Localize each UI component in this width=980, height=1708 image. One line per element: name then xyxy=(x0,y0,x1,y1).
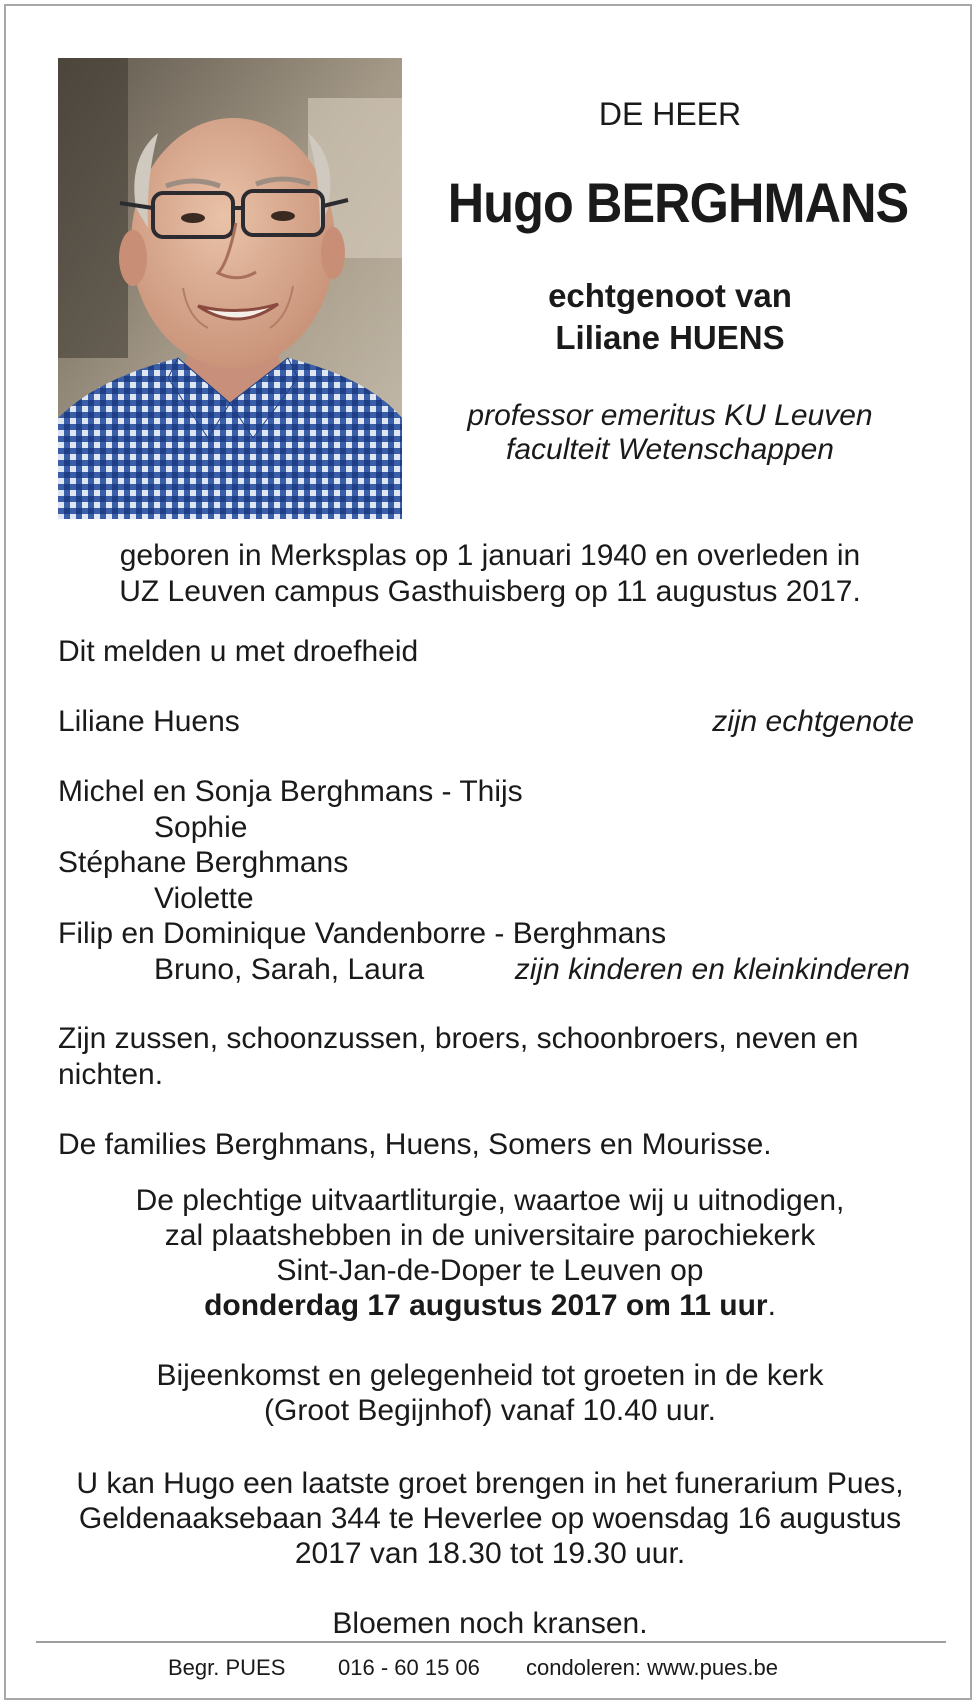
service-date-bold: donderdag 17 augustus 2017 om 11 uur xyxy=(204,1289,768,1322)
service-line-2: zal plaatshebben in de universitaire parochiekerk xyxy=(164,1219,816,1252)
service-date xyxy=(40,1288,940,1324)
birth-death-line-2: UZ Leuven campus Gasthuisberg op 11 augustus 2017. xyxy=(119,575,861,608)
siblings-line-1: Zijn zussen, schoonzussen, broers, schoonbroers, neven en xyxy=(58,1022,859,1055)
service-date-period: . xyxy=(767,1289,776,1322)
announcement: Dit melden u met droefheid xyxy=(58,635,419,668)
spouse-name-heading: Liliane HUENS xyxy=(555,319,785,356)
family-child-line: Stéphane Berghmans xyxy=(58,846,349,879)
service-line-1: De plechtige uitvaartliturgie, waartoe wij u uitnodigen, xyxy=(135,1184,845,1217)
profession-line-2: faculteit Wetenschappen xyxy=(506,433,834,466)
family-grandchild-line: Bruno, Sarah, Laura xyxy=(154,953,425,986)
family-child-line: Michel en Sonja Berghmans - Thijs xyxy=(58,775,523,808)
portrait-photo xyxy=(58,58,402,519)
family-grandchild-line: Sophie xyxy=(154,811,248,844)
footer-divider xyxy=(36,1641,946,1643)
condolences-link[interactable]: condoleren: www.pues.be xyxy=(526,1655,778,1680)
undertaker-phone: 016 - 60 15 06 xyxy=(338,1655,480,1680)
visit-line-3: 2017 van 18.30 tot 19.30 uur. xyxy=(294,1537,686,1570)
spouse-label: echtgenoot van xyxy=(548,277,792,314)
flowers-note: Bloemen noch kransen. xyxy=(332,1607,648,1640)
title-prefix: DE HEER xyxy=(598,96,742,132)
families-line: De families Berghmans, Huens, Somers en Mourisse. xyxy=(58,1128,772,1161)
siblings-line-2: nichten. xyxy=(58,1058,164,1091)
family-spouse-role: zijn echtgenote xyxy=(712,705,914,738)
gathering-line-2: (Groot Begijnhof) vanaf 10.40 uur. xyxy=(264,1394,716,1427)
family-child-line: Filip en Dominique Vandenborre - Berghmans xyxy=(58,917,667,950)
visit-line-2: Geldenaaksebaan 344 te Heverlee op woensdag 16 augustus xyxy=(78,1502,902,1535)
gathering-line-1: Bijeenkomst en gelegenheid tot groeten in de kerk xyxy=(156,1359,824,1392)
family-spouse-name: Liliane Huens xyxy=(58,705,240,738)
undertaker-name: Begr. PUES xyxy=(168,1655,286,1680)
portrait-illustration xyxy=(58,58,402,519)
deceased-name: Hugo BERGHMANS xyxy=(447,171,909,234)
profession-line-1: professor emeritus KU Leuven xyxy=(467,399,873,432)
service-line-3: Sint-Jan-de-Doper te Leuven op xyxy=(276,1254,704,1287)
visit-line-1: U kan Hugo een laatste groet brengen in het funerarium Pues, xyxy=(76,1467,904,1500)
children-role: zijn kinderen en kleinkinderen xyxy=(514,953,910,986)
family-grandchild-line: Violette xyxy=(154,882,254,915)
birth-death-line-1: geboren in Merksplas op 1 januari 1940 en overleden in xyxy=(119,539,861,572)
